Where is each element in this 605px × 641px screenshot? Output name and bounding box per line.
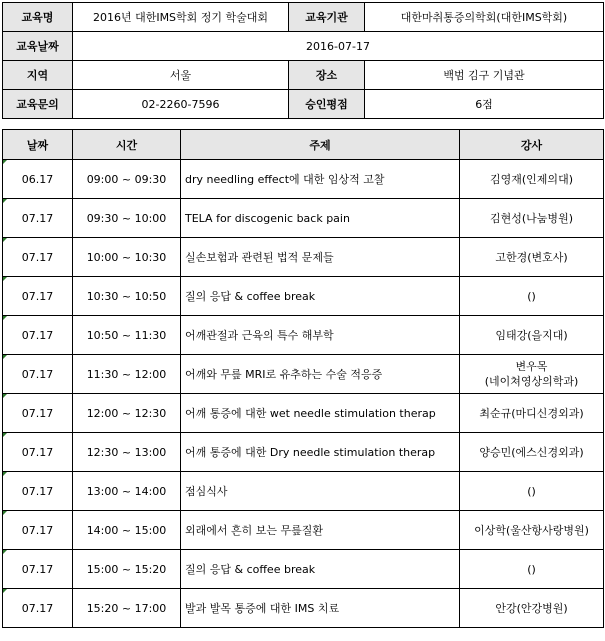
date-cell [3,238,73,277]
lecturer-cell-text: 고한경(변호사) [495,250,568,264]
lecturer-cell-text: () [527,289,536,303]
comment-marker-icon [3,394,7,398]
lecturer-cell [460,472,604,511]
time-column-header: 시간 [73,130,181,160]
region-label: 지역 [3,61,73,90]
date-cell [3,472,73,511]
course-info-table [2,2,604,119]
organization-label: 교육기관 [289,3,365,32]
date-cell-text: 07.17 [21,601,54,615]
lecturer-cell-text: 안강(안강병원) [495,601,568,615]
topic-cell-text: 어깨와 무릎 MRI로 유추하는 수술 적응증 [185,368,383,381]
lecturer-cell-text: 김현성(나눔병원) [490,211,573,225]
comment-marker-icon [3,316,7,320]
topic-cell-text: dry needling effect에 대한 임상적 고찰 [185,173,385,186]
lecturer-cell [460,511,604,550]
date-cell-text: 07.17 [21,328,54,342]
table-row [3,277,604,316]
time-cell [73,433,181,472]
time-cell-text: 09:00 ~ 09:30 [86,172,167,186]
topic-cell-text: 어깨 통증에 대한 Dry needle stimulation therap [185,446,436,459]
topic-cell [181,550,460,589]
comment-marker-icon [3,238,7,242]
comment-marker-icon [3,589,7,593]
date-cell-text: 06.17 [21,172,54,186]
time-cell-text: 12:30 ~ 13:00 [86,445,167,459]
table-row [3,355,604,394]
table-row [3,394,604,433]
time-cell-text: 13:00 ~ 14:00 [86,484,167,498]
comment-marker-icon [3,199,7,203]
date-cell [3,277,73,316]
topic-cell [181,472,460,511]
date-cell-text: 07.17 [21,250,54,264]
date-cell-text: 07.17 [21,406,54,420]
topic-cell-text: 점심식사 [185,485,228,498]
time-cell [73,472,181,511]
date-cell [3,355,73,394]
place-value: 백범 김구 기념관 [365,61,604,90]
table-row [3,472,604,511]
schedule-table [2,129,604,628]
topic-cell [181,316,460,355]
time-cell [73,277,181,316]
date-cell [3,394,73,433]
time-cell-text: 14:00 ~ 15:00 [86,523,167,537]
lecturer-cell-text: 변우목 (네이쳐영상의학과) [484,360,579,388]
lecturer-cell [460,160,604,199]
time-cell [73,394,181,433]
date-cell-text: 07.17 [21,484,54,498]
date-column-header: 날짜 [3,130,73,160]
topic-cell-text: 어깨 통증에 대한 wet needle stimulation therap [185,407,436,420]
time-cell-text: 10:50 ~ 11:30 [86,328,167,342]
time-cell [73,511,181,550]
time-cell [73,589,181,628]
date-cell [3,199,73,238]
topic-cell [181,199,460,238]
date-cell-text: 07.17 [21,289,54,303]
contact-value: 02-2260-7596 [73,90,289,119]
comment-marker-icon [3,511,7,515]
topic-cell [181,394,460,433]
topic-cell-text: 실손보험과 관련된 법적 문제들 [185,251,334,264]
date-cell [3,511,73,550]
lecturer-cell [460,238,604,277]
time-cell-text: 11:30 ~ 12:00 [86,367,167,381]
region-value: 서울 [73,61,289,90]
table-row [3,316,604,355]
topic-cell [181,277,460,316]
lecturer-cell-text: () [527,484,536,498]
lecturer-cell-text: 최순규(마디신경외과) [479,406,584,420]
lecturer-cell [460,433,604,472]
table-row [3,550,604,589]
date-cell [3,160,73,199]
lecturer-cell [460,355,604,394]
table-row [3,238,604,277]
date-cell-text: 07.17 [21,211,54,225]
date-cell-text: 07.17 [21,523,54,537]
contact-label: 교육문의 [3,90,73,119]
time-cell [73,550,181,589]
time-cell [73,238,181,277]
lecturer-cell-text: 김영재(인제의대) [490,172,573,186]
date-cell [3,433,73,472]
topic-cell [181,355,460,394]
lecturer-column-header: 강사 [460,130,604,160]
course-name-value: 2016년 대한IMS학회 정기 학술대회 [73,3,289,32]
lecturer-cell [460,550,604,589]
topic-cell-text: 어깨관절과 근육의 특수 해부학 [185,329,334,342]
topic-cell-text: TELA for discogenic back pain [185,211,350,225]
date-cell-text: 07.17 [21,367,54,381]
course-name-label: 교육명 [3,3,73,32]
credit-label: 승인평점 [289,90,365,119]
lecturer-cell-text: 임태강(을지대) [495,328,568,342]
credit-value: 6점 [365,90,604,119]
topic-cell-text: 발과 발목 통증에 대한 IMS 치료 [185,602,340,615]
topic-column-header: 주제 [181,130,460,160]
time-cell-text: 15:20 ~ 17:00 [86,601,167,615]
comment-marker-icon [3,277,7,281]
table-row [3,589,604,628]
place-label: 장소 [289,61,365,90]
course-date-value: 2016-07-17 [73,32,604,61]
comment-marker-icon [3,433,7,437]
table-row [3,160,604,199]
topic-cell-text: 질의 응답 & coffee break [185,290,316,303]
table-row [3,433,604,472]
comment-marker-icon [3,472,7,476]
time-cell [73,199,181,238]
table-row [3,511,604,550]
time-cell-text: 10:30 ~ 10:50 [86,289,167,303]
lecturer-cell-text: 이상학(울산항사랑병원) [474,523,589,537]
topic-cell [181,511,460,550]
lecturer-cell-text: 양승민(에스신경외과) [479,445,584,459]
topic-cell-text: 질의 응답 & coffee break [185,563,316,576]
lecturer-cell [460,316,604,355]
date-cell [3,589,73,628]
date-cell-text: 07.17 [21,562,54,576]
table-row [3,199,604,238]
date-cell [3,316,73,355]
topic-cell [181,589,460,628]
course-date-label: 교육날짜 [3,32,73,61]
lecturer-cell-text: () [527,562,536,576]
comment-marker-icon [3,355,7,359]
time-cell-text: 15:00 ~ 15:20 [86,562,167,576]
time-cell [73,316,181,355]
time-cell [73,355,181,394]
time-cell-text: 10:00 ~ 10:30 [86,250,167,264]
topic-cell-text: 외래에서 흔히 보는 무릎질환 [185,524,324,537]
comment-marker-icon [3,550,7,554]
organization-value: 대한마취통증의학회(대한IMS학회) [365,3,604,32]
lecturer-cell [460,277,604,316]
time-cell-text: 09:30 ~ 10:00 [86,211,167,225]
topic-cell [181,160,460,199]
topic-cell [181,433,460,472]
lecturer-cell [460,394,604,433]
lecturer-cell [460,199,604,238]
time-cell [73,160,181,199]
comment-marker-icon [3,160,7,164]
schedule-header-row [3,130,604,160]
lecturer-cell [460,589,604,628]
date-cell-text: 07.17 [21,445,54,459]
topic-cell [181,238,460,277]
date-cell [3,550,73,589]
time-cell-text: 12:00 ~ 12:30 [86,406,167,420]
